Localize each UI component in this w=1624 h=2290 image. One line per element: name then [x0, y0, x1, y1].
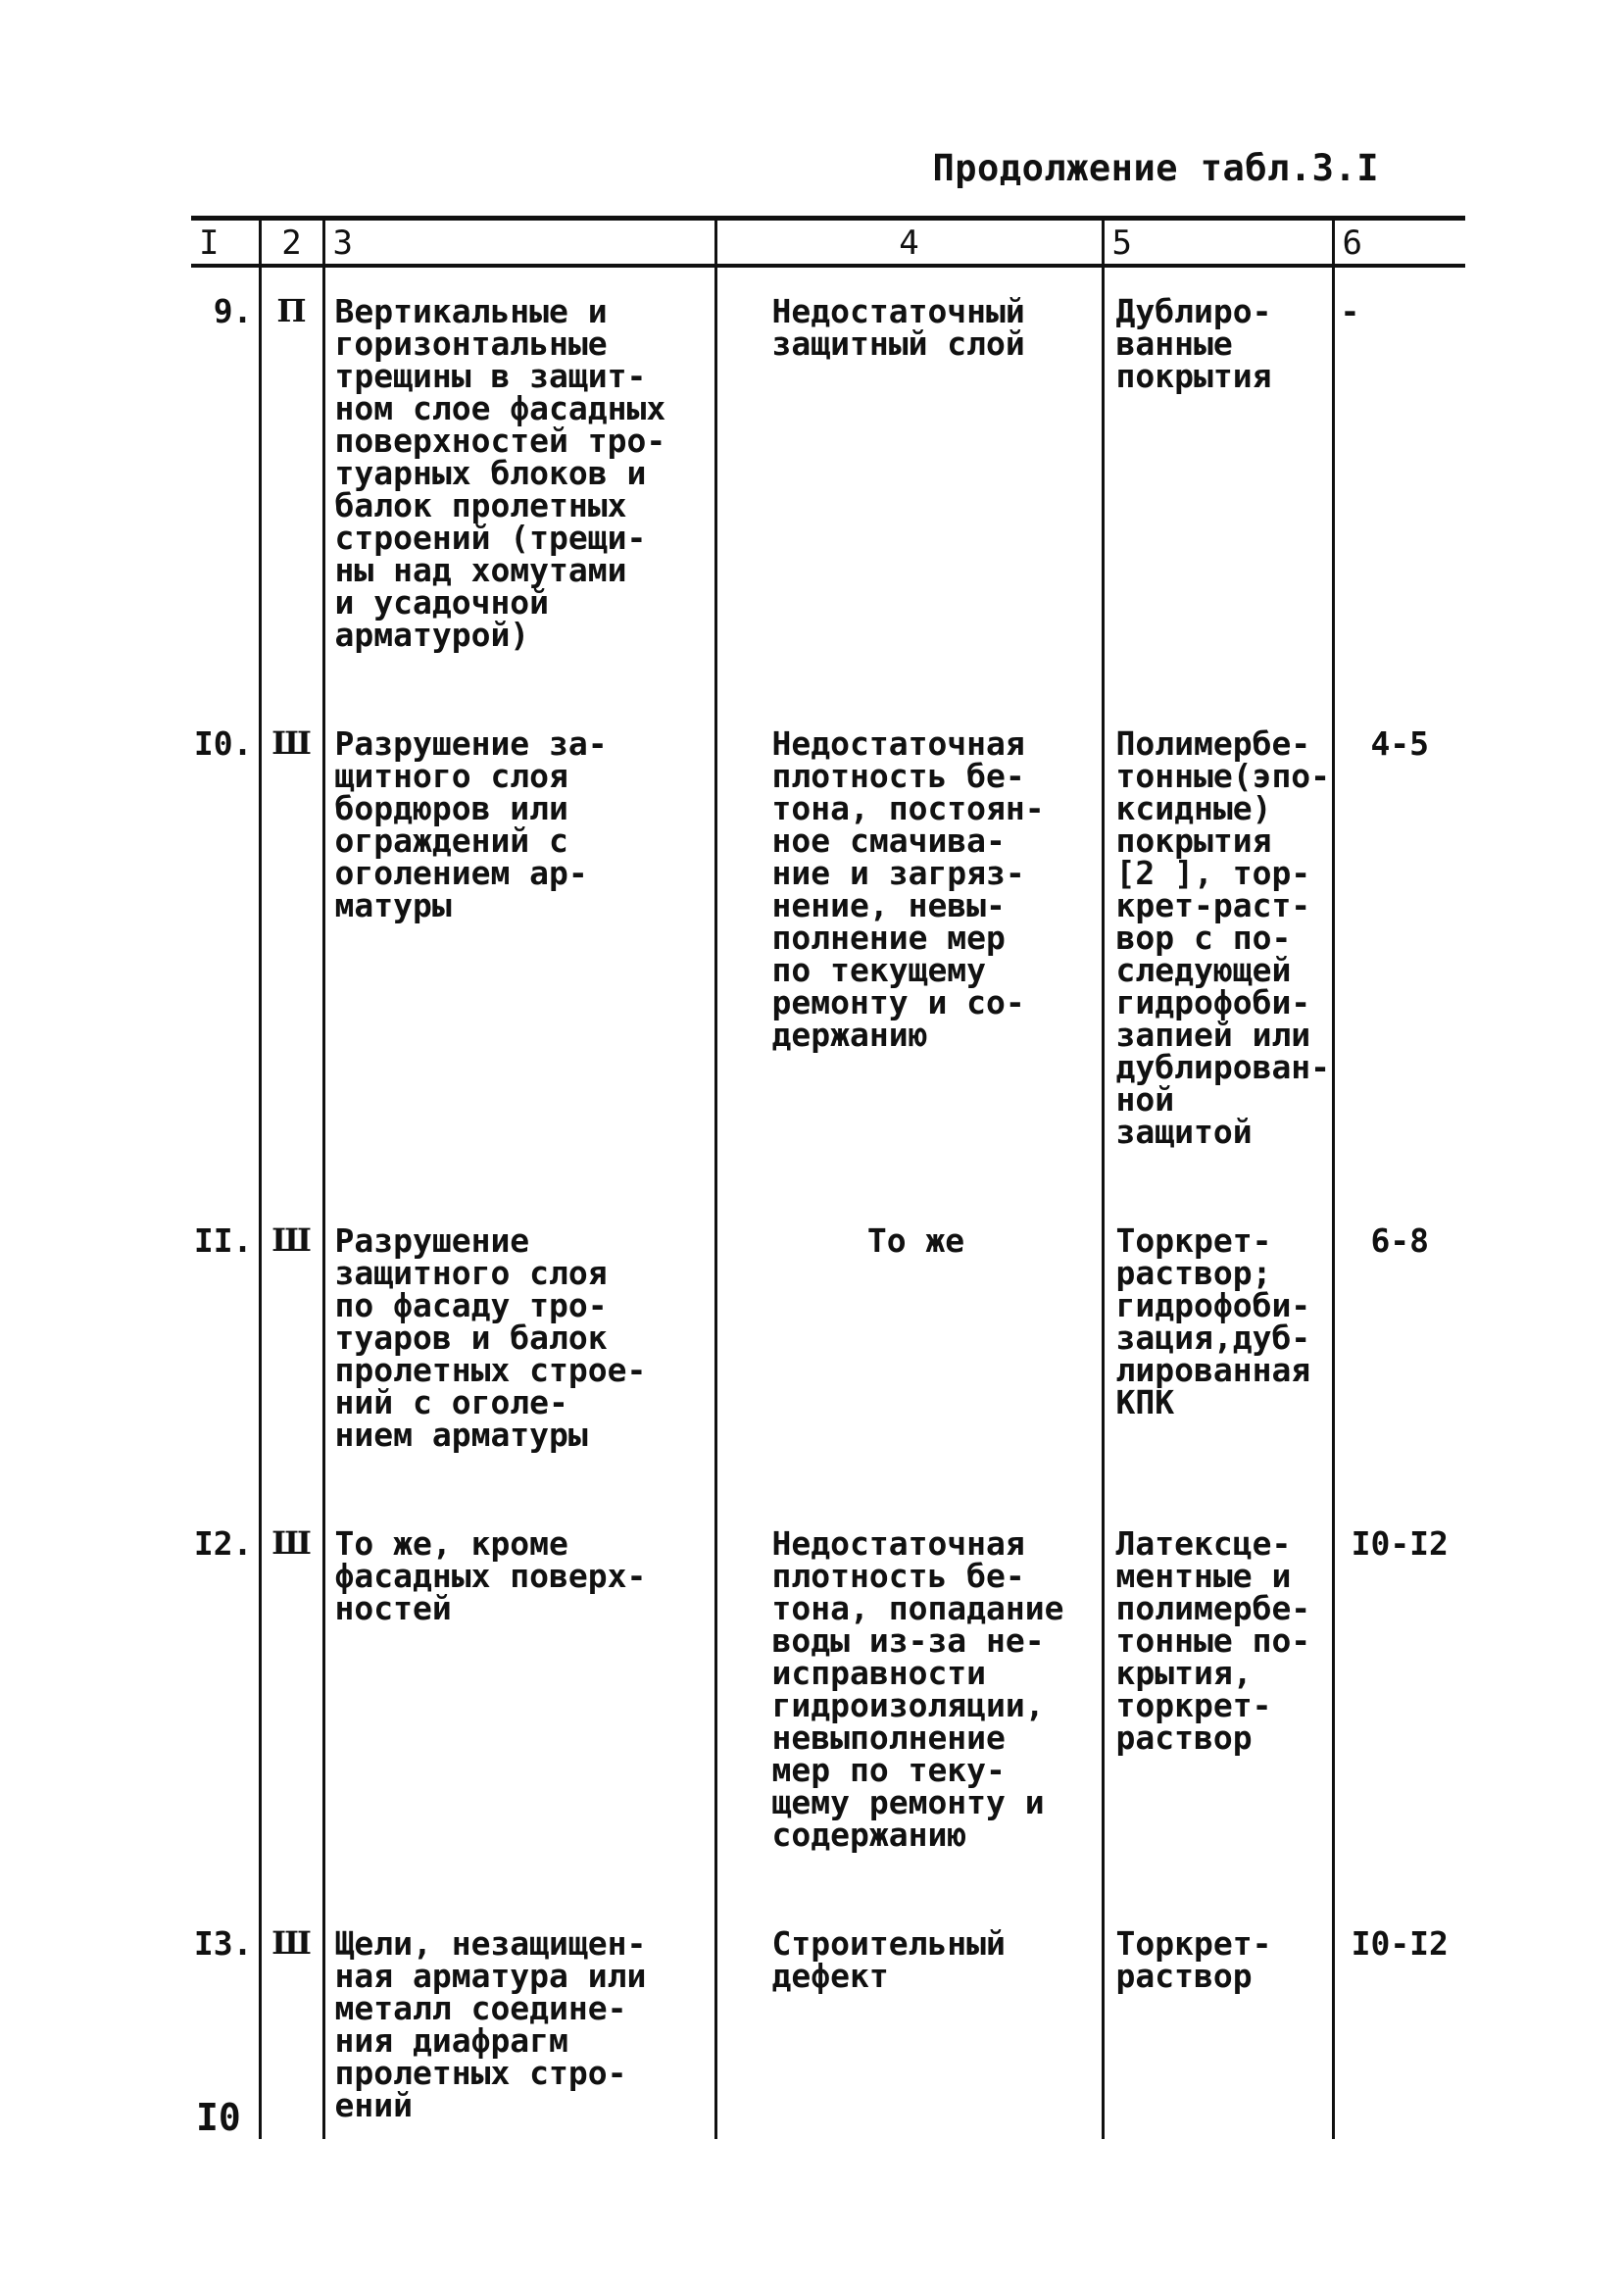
header-col-2: 2 [260, 219, 323, 267]
repair-method: Полимербе- тонные(эпо- ксидные) покрытия [2 ], тор- крет-раст- вор с по- следующей гидрофоби- запией или дублирован- ной защитой [1103, 651, 1333, 1148]
defect-description: Разрушение защитного слоя по фасаду тро- туаров и балок пролетных строе- ний с оголе- нием арматуры [323, 1148, 715, 1451]
repair-method: Дублиро- ванные покрытия [1103, 266, 1333, 651]
row-number: I2. [193, 1524, 253, 1563]
row-number: 9. [213, 292, 253, 330]
header-col-3: 3 [323, 219, 715, 267]
repair-term: I0-I2 [1333, 1851, 1465, 2139]
defect-description: Щели, незащищен- ная арматура или металл соедине- ния диафрагм пролетных стро- ений [323, 1851, 715, 2139]
table-header-row [191, 219, 1465, 267]
table-row [191, 1148, 1465, 1451]
defect-category: Ш [260, 1451, 323, 1851]
defect-description: Разрушение за- щитного слоя бордюров или ограждений с оголением ар- матуры [323, 651, 715, 1148]
defects-table [191, 216, 1465, 2139]
repair-method: Торкрет- раствор [1103, 1851, 1333, 2139]
repair-method: Торкрет- раствор; гидрофоби- зация,дуб- лированная КПК [1103, 1148, 1333, 1451]
row-number: I3. [193, 1924, 253, 1963]
defect-category: Ш [260, 651, 323, 1148]
defect-cause: Недостаточный защитный слой [715, 266, 1103, 651]
header-col-4: 4 [715, 219, 1103, 267]
repair-term: I0-I2 [1333, 1451, 1465, 1851]
repair-method: Латексце- ментные и полимербе- тонные по- крытия, торкрет- раствор [1103, 1451, 1333, 1851]
header-col-1: I [191, 219, 260, 267]
header-col-6: 6 [1333, 219, 1465, 267]
defect-description: Вертикальные и горизонтальные трещины в защит- ном слое фасадных поверхностей тро- туарных блоков и балок пролетных строений (трещи- ны над хомутами и усадочной арматурой) [323, 266, 715, 651]
defect-description: То же, кроме фасадных поверх- ностей [323, 1451, 715, 1851]
row-number: I0. [193, 724, 253, 763]
defect-cause: Строительный дефект [715, 1851, 1103, 2139]
table-row [191, 1451, 1465, 1851]
header-col-5: 5 [1103, 219, 1333, 267]
table-row [191, 651, 1465, 1148]
defect-cause: То же [715, 1148, 1103, 1451]
table-continuation-title: Продолжение табл.3.I [932, 147, 1379, 189]
repair-term: - [1333, 266, 1465, 651]
defect-cause: Недостаточная плотность бе- тона, постоян- ное смачива- ние и загряз- нение, невы- полнение мер по текущему ремонту и со- держанию [715, 651, 1103, 1148]
table-row [191, 1851, 1465, 2139]
defect-category: П [260, 266, 323, 651]
repair-term: 4-5 [1333, 651, 1465, 1148]
row-number: II. [193, 1221, 253, 1260]
defect-cause: Недостаточная плотность бе- тона, попадание воды из-за не- исправности гидроизоляции, невыполнение мер по теку- щему ремонту и содержанию [715, 1451, 1103, 1851]
defect-category: Ш [260, 1148, 323, 1451]
defect-category: Ш [260, 1851, 323, 2139]
repair-term: 6-8 [1333, 1148, 1465, 1451]
page-number: I0 [196, 2096, 241, 2139]
table-row [191, 266, 1465, 651]
